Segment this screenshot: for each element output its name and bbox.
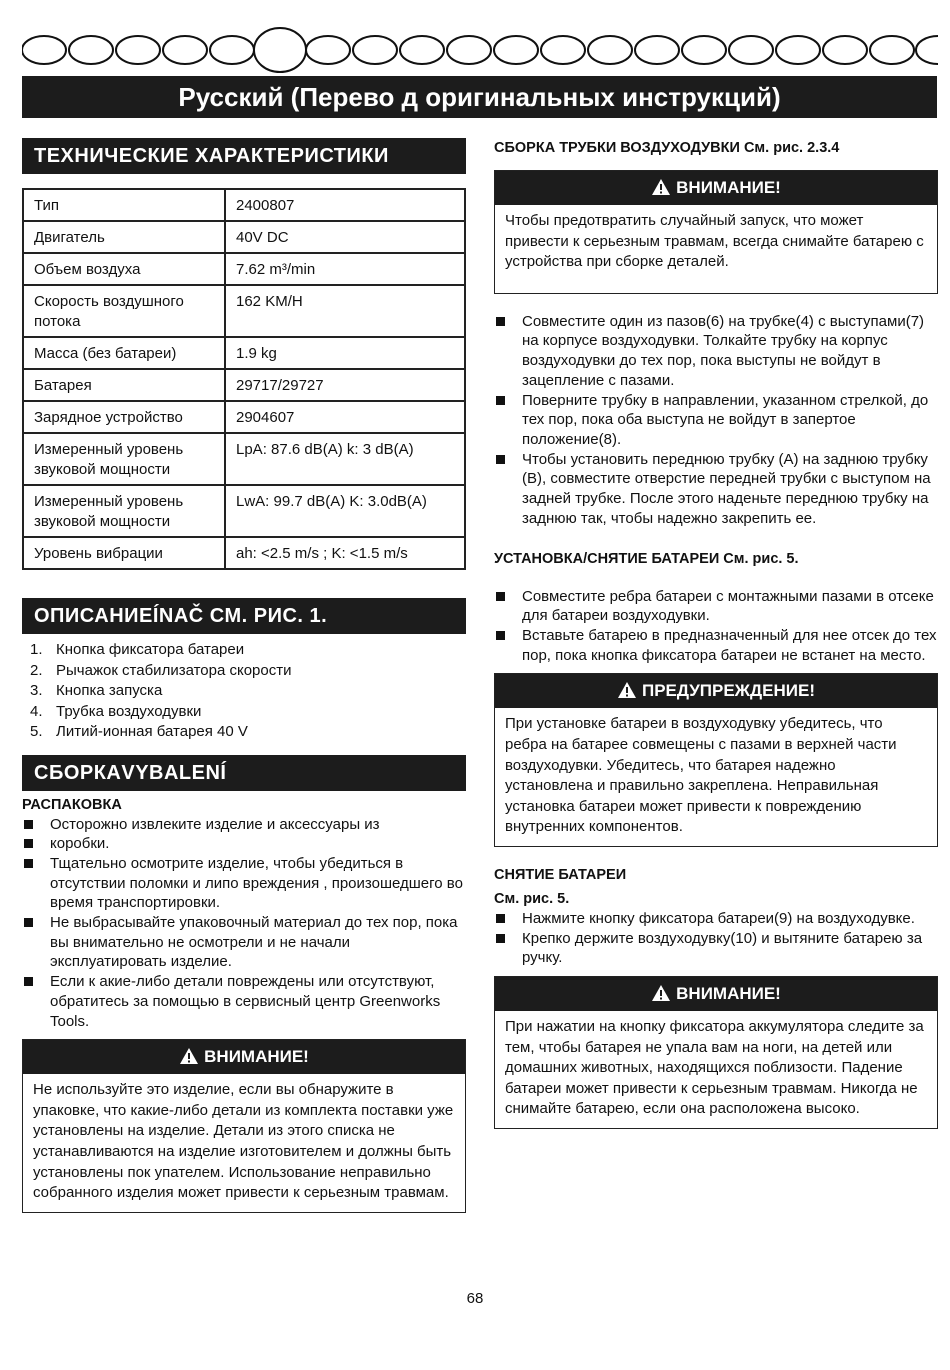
list-item: Нажмите кнопку фиксатора батареи(9) на воздуходувке.: [494, 909, 938, 929]
warning-title: ВНИМАНИЕ!: [204, 1047, 309, 1067]
item-text: Трубка воздуходувки: [56, 702, 202, 720]
warning-title: ПРЕДУПРЕЖДЕНИЕ!: [642, 681, 815, 701]
warning-header: [495, 674, 937, 708]
warning-header: [23, 1040, 465, 1074]
list-item: [22, 661, 466, 682]
item-number: 1.: [30, 641, 43, 658]
assembly-heading: СБОРКАVYBALENÍ: [22, 755, 466, 791]
tube-assembly-list: [494, 312, 938, 529]
specs-table: [22, 188, 466, 570]
description-heading: ОПИСАНИЕÍNAČ СМ. РИС. 1.: [22, 598, 466, 634]
list-item: [22, 681, 466, 702]
right-column: [494, 138, 938, 1129]
description-list: [22, 640, 466, 743]
warning-triangle-icon: [617, 681, 637, 699]
table-row: [23, 401, 465, 433]
item-text: Рычажок стабилизатора скорости: [56, 661, 292, 679]
specs-heading: ТЕХНИЧЕСКИЕ ХАРАКТЕРИСТИКИ: [22, 138, 466, 174]
spec-value: ah: <2.5 m/s ; K: <1.5 m/s: [225, 537, 465, 569]
list-item: Вставьте батарею в предназначенный для нее отсек до тех пор, пока кнопка фиксатора батареи не встанет на место.: [494, 626, 938, 665]
item-number: 2.: [30, 661, 43, 679]
battery-remove-list: [494, 909, 938, 968]
table-row: [23, 221, 465, 253]
tube-assembly-heading: СБОРКА ТРУБКИ ВОЗДУХОДУВКИ См. рис. 2.3.4: [494, 140, 840, 156]
table-row: [23, 369, 465, 401]
list-item: Поверните трубку в направлении, указанном стрелкой, до тех пор, пока оба выступа не войдут в запертое положение(8).: [494, 391, 938, 450]
table-row: [23, 433, 465, 485]
warning-triangle-icon: [651, 984, 671, 1002]
table-row: [23, 485, 465, 537]
warning-triangle-icon: [651, 178, 671, 196]
item-text: Кнопка запуска: [56, 682, 163, 699]
unpacking-list: [22, 815, 466, 1032]
warning-text: Чтобы предотвратить случайный запуск, что может привести к серьезным травмам, всегда снимайте батарею с устройства при сборке деталей.: [505, 212, 924, 271]
spec-label: Уровень вибрации: [23, 537, 225, 569]
battery-remove-warning-box: [494, 976, 938, 1129]
item-number: 5.: [30, 723, 43, 740]
table-row: [23, 337, 465, 369]
warning-text: При нажатии на кнопку фиксатора аккумулятора следите за тем, чтобы батарея не упала вам на ноги, на детей или домашних животных, находящихся поблизости. Падение батареи может привести к серьезным травмам. Никогда не снимайте батарею, если она расположена высоко.: [505, 1018, 924, 1118]
spec-value: 7.62 m³/min: [225, 253, 465, 285]
warning-header: [495, 171, 937, 205]
battery-install-warning-box: [494, 673, 938, 847]
list-item: Чтобы установить переднюю трубку (A) на заднюю трубку (B), совместите отверстие передней трубки с выступом на задней трубке. После этого наденьте переднюю трубку на заднюю так, чтобы надежно закрепить ее.: [494, 450, 938, 529]
warning-text: Не используйте это изделие, если вы обнаружите в упаковке, что какие-либо детали из комплекта поставки уже установлены на изделие. Детали из этого списка не устанавливаются на изделие изготовителем и должны быть установлены пок упателем. Использование неправильно собранного изделия может привести к серьезным травмам.: [33, 1081, 454, 1202]
list-item: Совместите ребра батареи с монтажными пазами в отсеке для батареи воздуходувки.: [494, 587, 938, 626]
list-item: Тщательно осмотрите изделие, чтобы убедиться в отсутствии поломки и липо вреждения , произошедшего во время транспортировки.: [22, 854, 466, 913]
list-item: Совместите один из пазов(6) на трубке(4) с выступами(7) на корпусе воздуходувки. Толкайте трубку на корпус воздуходувки до тех пор, пока выступы не войдут в зацепление с пазами.: [494, 312, 938, 391]
battery-remove-heading: СНЯТИЕ БАТАРЕИ: [494, 866, 627, 883]
page-number: 68: [466, 1290, 484, 1307]
spec-value: 2904607: [225, 401, 465, 433]
item-text: Литий-ионная батарея 40 V: [56, 723, 248, 740]
language-tab-strip: [22, 26, 938, 74]
tube-warning-box: [494, 170, 938, 294]
item-number: 3.: [30, 682, 43, 699]
page-title: Русский (Перево д оригинальных инструкций): [22, 76, 937, 118]
spec-value: 40V DC: [225, 221, 465, 253]
table-row: [23, 285, 465, 337]
spec-label: Объем воздуха: [23, 253, 225, 285]
unpacking-heading: РАСПАКОВКА: [22, 796, 122, 813]
spec-value: 162 KM/H: [225, 285, 465, 337]
warning-title: ВНИМАНИЕ!: [676, 984, 781, 1003]
table-row: [23, 537, 465, 569]
battery-install-list: [494, 587, 938, 666]
warning-title: ВНИМАНИЕ!: [676, 178, 781, 197]
battery-remove-subheading: См. рис. 5.: [494, 890, 570, 907]
spec-label: Батарея: [23, 369, 225, 401]
table-row: [23, 253, 465, 285]
spec-label: Тип: [23, 189, 225, 221]
warning-header: [495, 977, 937, 1011]
left-column: [22, 138, 466, 1213]
spec-label: Двигатель: [23, 221, 225, 253]
spec-value: 2400807: [225, 189, 465, 221]
list-item: Не выбрасывайте упаковочный материал до тех пор, пока вы внимательно не осмотрели и не начали эксплуатировать изделие.: [22, 913, 466, 972]
list-item: Осторожно извлеките изделие и аксессуары из: [22, 815, 466, 835]
spec-value: 1.9 kg: [225, 337, 465, 369]
spec-value: LwA: 99.7 dB(A) K: 3.0dB(A): [225, 485, 465, 537]
list-item: [22, 702, 466, 723]
list-item: [22, 722, 466, 743]
item-number: 4.: [30, 702, 43, 720]
spec-label: Измеренный уровень звуковой мощности: [23, 485, 225, 537]
warning-triangle-icon: [179, 1047, 199, 1065]
list-item: коробки.: [22, 834, 466, 854]
spec-label: Скорость воздушного потока: [23, 285, 225, 337]
spec-label: Измеренный уровень звуковой мощности: [23, 433, 225, 485]
table-row: [23, 189, 465, 221]
warning-text: При установке батареи в воздуходувку убедитесь, что ребра на батарее совмещены с пазами в верхней части воздуходувки. Убедитесь, что батарея надежно установлена и правильно закреплена. Неправильная установка батареи может привести к повреждению внутренних компонентов.: [505, 715, 897, 836]
unpacking-warning-box: [22, 1039, 466, 1213]
spec-label: Зарядное устройство: [23, 401, 225, 433]
spec-value: LpA: 87.6 dB(A) k: 3 dB(A): [225, 433, 465, 485]
battery-install-heading: УСТАНОВКА/СНЯТИЕ БАТАРЕИ См. рис. 5.: [494, 550, 799, 567]
item-text: Кнопка фиксатора батареи: [56, 641, 245, 658]
list-item: [22, 640, 466, 661]
list-item: Если к акие-либо детали повреждены или отсутствуют, обратитесь за помощью в сервисный центр Greenworks Tools.: [22, 972, 466, 1031]
spec-label: Масса (без батареи): [23, 337, 225, 369]
list-item: Крепко держите воздуходувку(10) и вытяните батарею за ручку.: [494, 929, 938, 968]
spec-value: 29717/29727: [225, 369, 465, 401]
